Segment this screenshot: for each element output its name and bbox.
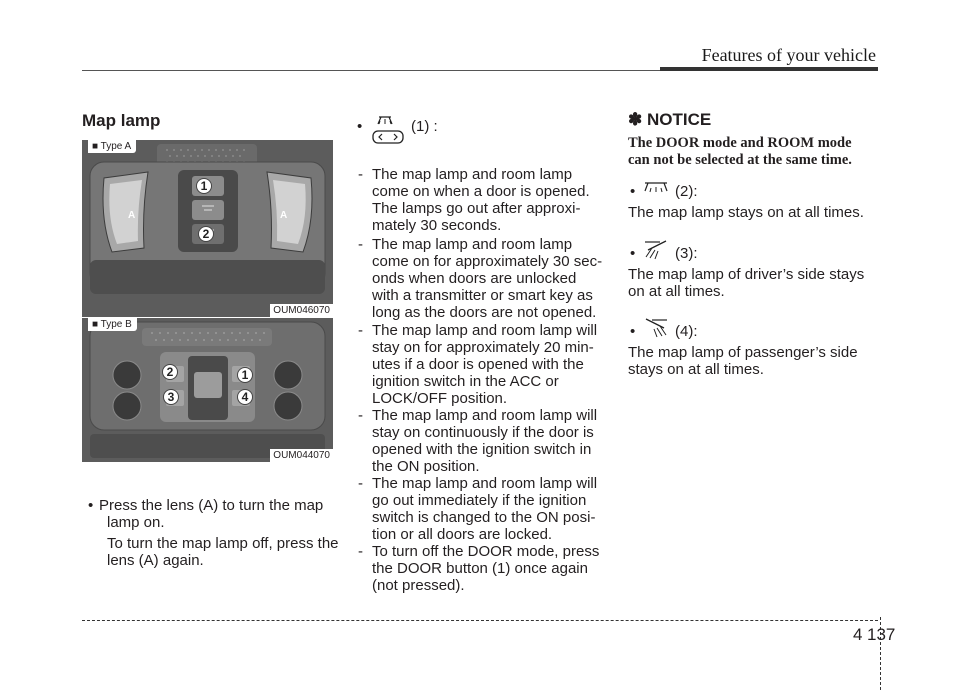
map-lamp-heading: Map lamp: [82, 111, 161, 130]
figure-code-b: OUM044070: [270, 449, 333, 462]
item-line: stay on for approximately 20 min-: [372, 339, 594, 356]
footer-rule: [82, 620, 878, 621]
callout-1: 1: [196, 178, 212, 194]
callout-4: 4: [237, 389, 253, 405]
item-line: the DOOR button (1) once again: [372, 560, 588, 577]
figure-type-b: [82, 318, 333, 462]
item-line: The map lamp and room lamp will: [372, 407, 598, 424]
notice-subtitle-line: can not be selected at the same time.: [628, 152, 852, 168]
map-lamp-instruction-line-1: Press the lens (A) to turn the map: [99, 497, 324, 514]
item-line: long as the doors are not opened.: [372, 304, 597, 321]
notice-entry-label: (2):: [675, 183, 698, 200]
bullet-marker: •: [630, 183, 636, 200]
item-line: mately 30 seconds.: [372, 217, 502, 234]
lens-label-right: A: [280, 210, 288, 221]
notice-entry-line: on at all times.: [628, 283, 725, 300]
item-line: The map lamp and room lamp will: [372, 475, 598, 492]
item-line: ignition switch in the ACC or: [372, 373, 559, 390]
figure-code-a: OUM046070: [270, 304, 333, 317]
map-lamp-off-line-2: lens (A) again.: [107, 552, 204, 569]
door-mode-item-1: - The map lamp and room lamp come on when a door is opened. The lamps go out after approxi- mately 30 seconds.: [358, 166, 604, 234]
item-line: The map lamp and room lamp will: [372, 322, 598, 339]
door-mode-item-2: - The map lamp and room lamp come on for approximately 30 sec- onds when doors are unlocked with a transmitter or smart key as long as the doors are not opened.: [358, 236, 603, 321]
item-line: onds when doors are unlocked: [372, 270, 577, 287]
notice-entry-label: (3):: [675, 245, 698, 262]
section-header-title: Features of your vehicle: [701, 45, 876, 65]
item-line: The map lamp and room lamp: [372, 236, 573, 253]
door-mode-label: (1) :: [411, 118, 438, 135]
item-line: come on for approximately 30 sec-: [372, 253, 603, 270]
bullet-marker: •: [630, 245, 636, 262]
map-lamp-off-line-1: To turn the map lamp off, press the: [107, 535, 339, 552]
header-rule-accent: [660, 67, 878, 71]
notice-entry-line: The map lamp of driver’s side stays: [628, 266, 865, 283]
page-number: 137: [867, 625, 896, 644]
room-lamp-icon: [642, 180, 670, 198]
notice-entry-text: [628, 204, 878, 221]
map-lamp-instruction-line-2: lamp on.: [107, 514, 165, 531]
door-mode-item-3: - The map lamp and room lamp will stay on for approximately 20 min- utes if a door is opened with the ignition switch in the ACC or LOCK/OFF position.: [358, 322, 604, 407]
bullet-marker: •: [357, 118, 363, 135]
lens-label-left: A: [128, 210, 136, 221]
item-line: stay on continuously if the door is: [372, 424, 594, 441]
notice-entry-text: [628, 344, 878, 378]
item-line: come on when a door is opened.: [372, 183, 590, 200]
callout-2: 2: [198, 226, 214, 242]
notice-entry-line: The map lamp stays on at all times.: [628, 204, 864, 221]
item-line: The map lamp and room lamp: [372, 166, 573, 183]
notice-entry-label: (4):: [675, 323, 698, 340]
map-lamp-type-b-illustration: [82, 318, 333, 462]
item-line: the ON position.: [372, 458, 480, 475]
figure-type-a: [82, 140, 333, 317]
passenger-lamp-icon: [642, 316, 670, 340]
driver-lamp-icon: [642, 238, 670, 262]
item-line: The lamps go out after approxi-: [372, 200, 581, 217]
header-rule: [82, 70, 662, 71]
item-line: opened with the ignition switch in: [372, 441, 592, 458]
callout-1: 1: [237, 367, 253, 383]
callout-2: 2: [162, 364, 178, 380]
type-b-label: ■ Type B: [88, 318, 137, 331]
item-line: tion or all doors are locked.: [372, 526, 553, 543]
item-line: with a transmitter or smart key as: [372, 287, 593, 304]
notice-subtitle: [628, 135, 878, 169]
notice-entry-line: stays on at all times.: [628, 361, 764, 378]
callout-3: 3: [163, 389, 179, 405]
door-lamp-icon: [371, 113, 407, 145]
item-line: utes if a door is opened with the: [372, 356, 584, 373]
item-line: (not pressed).: [372, 577, 465, 594]
chapter-number: 4: [853, 625, 863, 644]
item-line: LOCK/OFF position.: [372, 390, 508, 407]
item-line: To turn off the DOOR mode, press: [372, 543, 600, 560]
notice-heading: ✽ NOTICE: [628, 110, 712, 129]
bullet-marker: •: [630, 323, 636, 340]
item-line: go out immediately if the ignition: [372, 492, 587, 509]
notice-entry-text: [628, 266, 878, 300]
notice-entry-line: The map lamp of passenger’s side: [628, 344, 858, 361]
door-mode-item-5: - The map lamp and room lamp will go out immediately if the ignition switch is changed to the ON posi- tion or all doors are locked.: [358, 475, 604, 543]
item-line: switch is changed to the ON posi-: [372, 509, 596, 526]
door-mode-item-4: - The map lamp and room lamp will stay on continuously if the door is opened with the ignition switch in the ON position.: [358, 407, 604, 475]
notice-subtitle-line: The DOOR mode and ROOM mode: [628, 135, 852, 151]
door-mode-item-6: - To turn off the DOOR mode, press the DOOR button (1) once again (not pressed).: [358, 543, 604, 594]
type-a-label: ■ Type A: [88, 140, 136, 153]
bullet-marker: •: [88, 497, 94, 514]
